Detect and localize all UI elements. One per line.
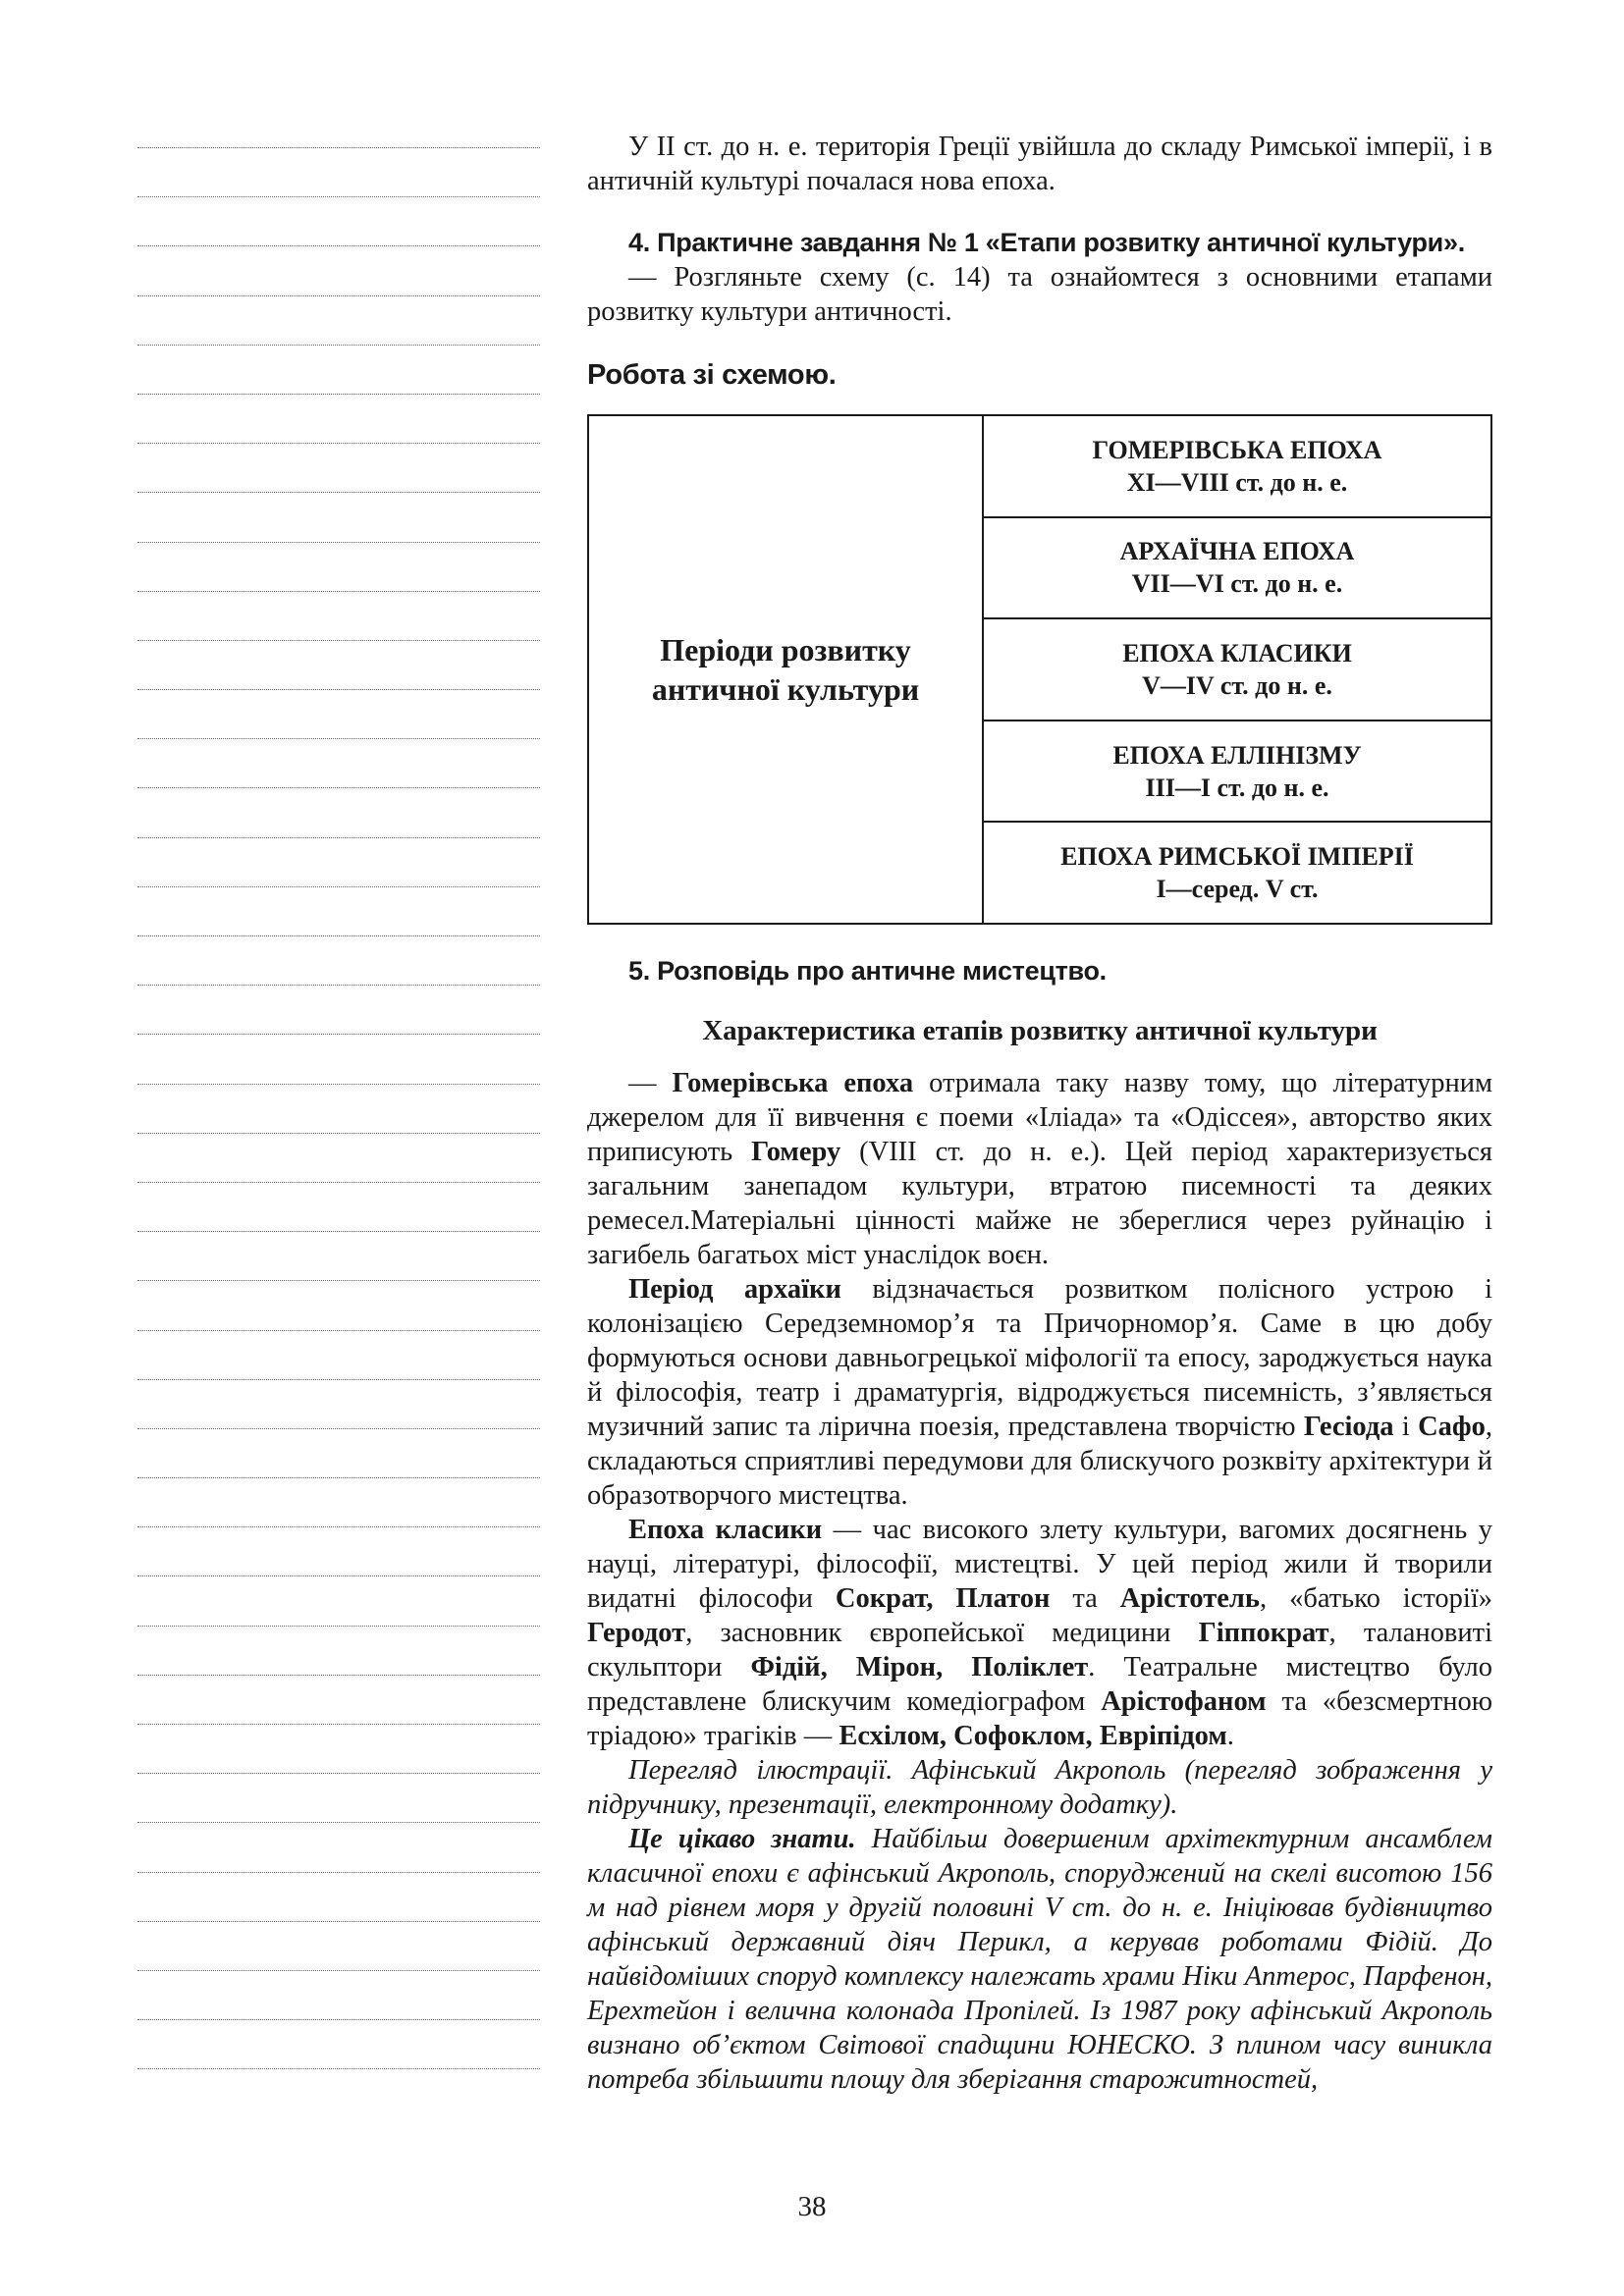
note-line	[137, 837, 540, 838]
note-line	[137, 542, 540, 543]
task4-text: — Розгляньте схему (с. 14) та ознайомтеся з основними етапами розвитку культури античності.	[587, 262, 1492, 327]
note-line	[137, 2068, 540, 2069]
era-classical	[984, 619, 1490, 721]
note-line	[137, 196, 540, 197]
note-line	[137, 1970, 540, 1971]
term-bold: Гесіода	[1303, 1412, 1394, 1442]
note-line	[137, 394, 540, 395]
era-hellenistic	[984, 721, 1490, 824]
term-bold: Епоха класики	[628, 1515, 823, 1545]
text-run: (VIII ст. до н. е.). Цей період характеризується загальним занепадом культури, втратою писемності та деяких ремесел.Матеріальні цінності майже не збереглися через руйнацію і загибель багатьох міст унаслідок воєн.	[587, 1137, 1492, 1270]
paragraph-classical	[587, 1513, 1492, 1753]
notes-lines	[137, 147, 540, 2118]
text-run: і	[1393, 1412, 1419, 1442]
era-dates: ІІІ—І ст. до н. е.	[1145, 773, 1329, 802]
text-run: . Театральне мистецтво було представлене блискучим комедіографом	[587, 1652, 1492, 1717]
era-name: ЕПОХА ЕЛЛІНІЗМУ	[1112, 740, 1362, 770]
era-roman	[984, 823, 1490, 923]
page-number: 38	[797, 2191, 827, 2222]
note-line	[137, 1724, 540, 1725]
scheme-eras	[984, 416, 1490, 923]
intro-paragraph: У ІІ ст. до н. е. територія Греції увійшла до складу Римської імперії, і в античній культурі почалася нова епоха.	[587, 132, 1492, 196]
term-bold: Гіппократ	[1198, 1618, 1329, 1648]
term-bold: Арістофаном	[1101, 1686, 1267, 1717]
task5-heading: 5. Розповідь про античне мистецтво.	[628, 956, 1107, 986]
era-archaic	[984, 518, 1490, 620]
paragraph-interesting	[587, 1822, 1492, 2097]
note-line	[137, 1675, 540, 1676]
note-line	[137, 1182, 540, 1183]
era-dates: VII—VI ст. до н. е.	[1131, 569, 1343, 599]
text-run: отримала таку назву тому, що літературним джерелом для її вивчення є поеми «Іліада» та «Одіссея», авторство яких приписують	[587, 1068, 1492, 1167]
note-line	[137, 1872, 540, 1873]
era-dates: ХІ—VІІІ ст. до н. е.	[1126, 467, 1348, 497]
note-line	[137, 1231, 540, 1232]
task4-heading: 4. Практичне завдання № 1 «Етапи розвитку античної культури».	[628, 228, 1465, 257]
note-line	[137, 1084, 540, 1085]
era-name: ЕПОХА КЛАСИКИ	[1122, 638, 1352, 667]
note-line	[137, 2019, 540, 2020]
note-line	[137, 935, 540, 936]
scheme-left-line1: Періоди розвитку	[660, 632, 911, 667]
text-run: , засновник європейської медицини	[685, 1618, 1199, 1648]
scheme-heading: Робота зі схемою.	[587, 359, 837, 391]
term-bold: Есхілом, Софоклом, Евріпідом	[839, 1721, 1227, 1751]
note-line	[137, 640, 540, 641]
term-bold: Фідій, Мірон, Поліклет	[750, 1652, 1089, 1682]
era-dates: І—серед. V ст.	[1156, 875, 1319, 904]
term-bold: Сократ, Платон	[835, 1583, 1051, 1614]
note-line	[137, 1921, 540, 1922]
era-name: ЕПОХА РИМСЬКОЇ ІМПЕРІЇ	[1060, 842, 1414, 872]
era-homeric	[984, 416, 1490, 518]
text-run: Найбільш довершеним архітектурним ансамблем класичної епохи є афінський Акрополь, споруджений на скелі висотою 156 м над рівнем моря у другій половині V ст. до н. е. Ініціював будівництво афінський державний діяч Перикл, а керував роботами Фідій. До найвідоміших споруд комплексу належать храми Ніки Аптерос, Парфенон, Ерехтейон і велична колонада Пропілей. Із 1987 року афінський Акрополь визнано об’єктом Світової спадщини ЮНЕСКО. З плином часу виникла потреба збільшити площу для зберігання старожитностей,	[587, 1824, 1492, 2095]
text-run: та	[1050, 1583, 1120, 1614]
note-line	[137, 1379, 540, 1380]
paragraph-illustration: Перегляд ілюстрації. Афінський Акрополь (перегляд зображення у підручнику, презентації, електронному додатку).	[587, 1755, 1492, 1820]
note-line	[137, 886, 540, 887]
text-run: , талановиті скульптори	[587, 1618, 1492, 1682]
note-line	[137, 689, 540, 690]
note-line	[137, 1280, 540, 1281]
era-name: ГОМЕРІВСЬКА ЕПОХА	[1092, 435, 1382, 464]
scheme-left-line2: античної культури	[651, 671, 920, 707]
text-run: відзначається розвитком полісного устрою і колонізацією Середземномор’я та Причорномор’я. Саме в цю добу формуються основи давньогрецької міфології та епосу, зароджується наука й філософія, театр і драматургія, відроджується писемність, з’являється музичний запис та лірична поезія, представлена творчістю	[587, 1274, 1492, 1442]
note-line	[137, 345, 540, 346]
paragraph-archaic	[587, 1272, 1492, 1513]
section-title: Характеристика етапів розвитку античної культури	[702, 1015, 1378, 1046]
scheme-left-cell	[589, 416, 984, 923]
note-line	[137, 1626, 540, 1627]
note-line	[137, 492, 540, 493]
note-line	[137, 1575, 540, 1576]
era-dates: V—IV ст. до н. е.	[1142, 670, 1332, 700]
note-line	[137, 1034, 540, 1035]
term-bold: Гомеру	[751, 1137, 841, 1167]
text-run: , «батько історії»	[1259, 1583, 1493, 1614]
note-line	[137, 295, 540, 296]
text-run: та «безсмертною тріадою» трагіків —	[587, 1686, 1493, 1751]
note-line	[137, 1526, 540, 1527]
term-bold: Сафо	[1418, 1412, 1486, 1442]
note-line	[137, 1330, 540, 1331]
term-bold: Це цікаво знати.	[628, 1824, 856, 1854]
term-bold: Арістотель	[1119, 1583, 1260, 1614]
note-line	[137, 1428, 540, 1429]
term-bold: Період архаїки	[628, 1274, 841, 1305]
note-line	[137, 591, 540, 592]
text-run: — час високого злету культури, вагомих досягнень у науці, літературі, філософії, мистецтві. У цей період жили й творили видатні філософи	[587, 1515, 1493, 1614]
note-line	[137, 1133, 540, 1134]
note-line	[137, 147, 540, 148]
note-line	[137, 985, 540, 986]
text-run: .	[1226, 1721, 1234, 1751]
main-text	[587, 130, 1492, 2097]
note-line	[137, 1773, 540, 1774]
term-bold: Геродот	[587, 1618, 686, 1648]
note-line	[137, 245, 540, 246]
text-run: , складаються сприятливі передумови для блискучого розквіту архітектури й образотворчого мистецтва.	[587, 1412, 1492, 1511]
note-line	[137, 787, 540, 788]
note-line	[137, 738, 540, 739]
term-bold: Гомерівська епоха	[672, 1068, 914, 1098]
note-line	[137, 1822, 540, 1823]
era-name: АРХАЇЧНА ЕПОХА	[1119, 537, 1355, 566]
note-line	[137, 1477, 540, 1478]
text-run: —	[628, 1068, 673, 1098]
periods-scheme	[587, 414, 1492, 925]
paragraph-homeric	[587, 1066, 1492, 1272]
note-line	[137, 443, 540, 444]
